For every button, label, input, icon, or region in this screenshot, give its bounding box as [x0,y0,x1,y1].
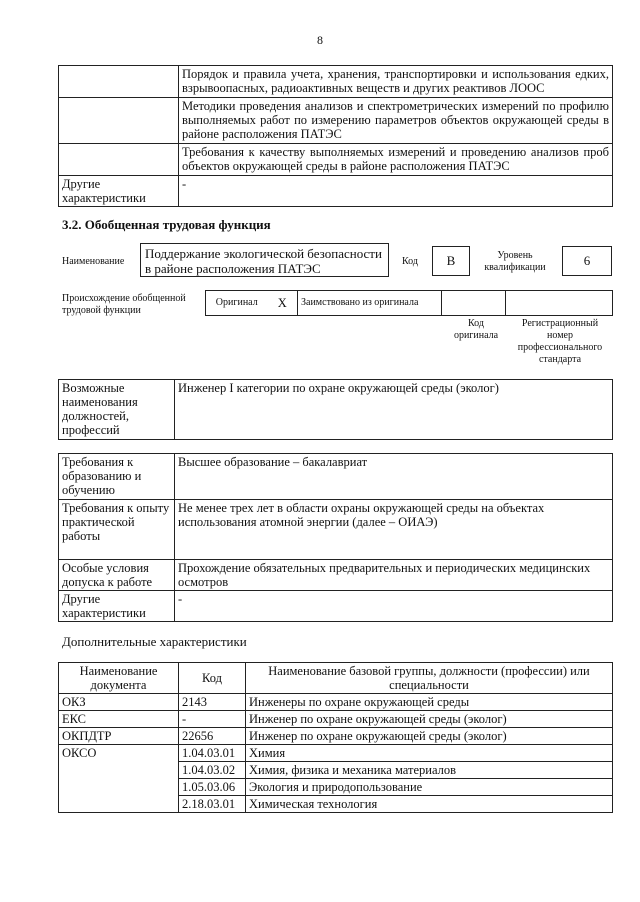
requirement-label: Требования к образованию и обучению [59,454,175,500]
requirement-label: Требования к опыту практической работы [59,500,175,560]
origin-reg-caption: Регистрационный номер профессионального стандарта [517,318,603,365]
cell-code: 2.18.03.01 [179,796,246,813]
requirement-value: Не менее трех лет в области охраны окружающей среды на объектах использования атомной энергии (далее – ОИАЭ) [175,500,613,560]
table-row [59,144,613,176]
requirement-value: - [175,591,613,622]
table-row [59,711,613,728]
additional-table [58,662,613,813]
level-label: Уровень квалификации [484,250,546,273]
cell-code: - [179,711,246,728]
function-name-box [140,243,389,277]
code-label: Код [402,256,418,267]
positions-value: Инженер I категории по охране окружающей среды (эколог) [175,380,613,440]
code-value: B [446,253,456,268]
cell-name: Инженер по охране окружающей среды (эколог) [246,728,613,745]
level-box [562,246,612,276]
table-row [59,66,613,98]
origin-label: Происхождение обобщенной трудовой функции [62,293,186,316]
requirement-label: Особые условия допуска к работе [59,560,175,591]
cell-name: Инженеры по охране окружающей среды [246,694,613,711]
table-cell-label [59,66,179,98]
table-row [59,176,613,207]
header-name: Наименование базовой группы, должности (профессии) или специальности [246,663,613,694]
origin-original: Оригинал [206,291,268,316]
table-cell-label [59,144,179,176]
cell-doc: ЕКС [59,711,179,728]
table-row [206,291,613,316]
table-row [59,380,613,440]
cell-code: 1.05.03.06 [179,779,246,796]
table-row [59,591,613,622]
table-cell-value: - [179,176,613,207]
table-cell-label [59,98,179,144]
level-value: 6 [583,253,591,268]
table-header-row [59,663,613,694]
table-cell-value: Методики проведения анализов и спектрометрических измерений по профилю выполняемых работ по измерению параметров объектов окружающей среды в районе расположения ПАТЭС [179,98,613,144]
requirement-label: Другие характеристики [59,591,175,622]
table-cell-value: Порядок и правила учета, хранения, транспортировки и использования едких, взрывоопасных, радиоактивных веществ и других реактивов ЛООС [179,66,613,98]
header-doc: Наименование документа [59,663,179,694]
table-row [59,500,613,560]
cell-doc: ОКСО [59,745,179,813]
additional-title: Дополнительные характеристики [62,634,247,649]
origin-code-caption: Код оригинала [453,318,499,341]
cell-name: Инженер по охране окружающей среды (эколог) [246,711,613,728]
table-row [59,560,613,591]
section-title: 3.2. Обобщенная трудовая функция [62,217,271,232]
table-row [59,454,613,500]
cell-name: Химия, физика и механика материалов [246,762,613,779]
competence-table [58,65,613,207]
header-code: Код [179,663,246,694]
positions-table [58,379,613,440]
function-name-value: Поддержание экологической безопасности в районе расположения ПАТЭС [145,246,382,276]
cell-code: 22656 [179,728,246,745]
code-box [432,246,470,276]
positions-label: Возможные наименования должностей, профессий [59,380,175,440]
cell-doc: ОКЗ [59,694,179,711]
origin-code-cell [442,291,506,316]
table-row [59,98,613,144]
table-row [59,745,613,762]
table-row [59,694,613,711]
table-row [59,728,613,745]
cell-code: 1.04.03.01 [179,745,246,762]
origin-reg-cell [506,291,613,316]
requirement-value: Высшее образование – бакалавриат [175,454,613,500]
cell-name: Химическая технология [246,796,613,813]
cell-doc: ОКПДТР [59,728,179,745]
origin-borrowed: Заимствовано из оригинала [298,291,442,316]
table-cell-label: Другие характеристики [59,176,179,207]
table-cell-value: Требования к качеству выполняемых измерений и проведению анализов проб объектов окружающей среды в районе расположения ПАТЭС [179,144,613,176]
requirements-table [58,453,613,622]
origin-table [205,290,613,316]
origin-mark: X [268,291,298,316]
requirement-value: Прохождение обязательных предварительных и периодических медицинских осмотров [175,560,613,591]
cell-code: 2143 [179,694,246,711]
page-number: 8 [317,33,323,47]
cell-name: Экология и природопользование [246,779,613,796]
cell-code: 1.04.03.02 [179,762,246,779]
cell-name: Химия [246,745,613,762]
name-label: Наименование [62,256,125,267]
